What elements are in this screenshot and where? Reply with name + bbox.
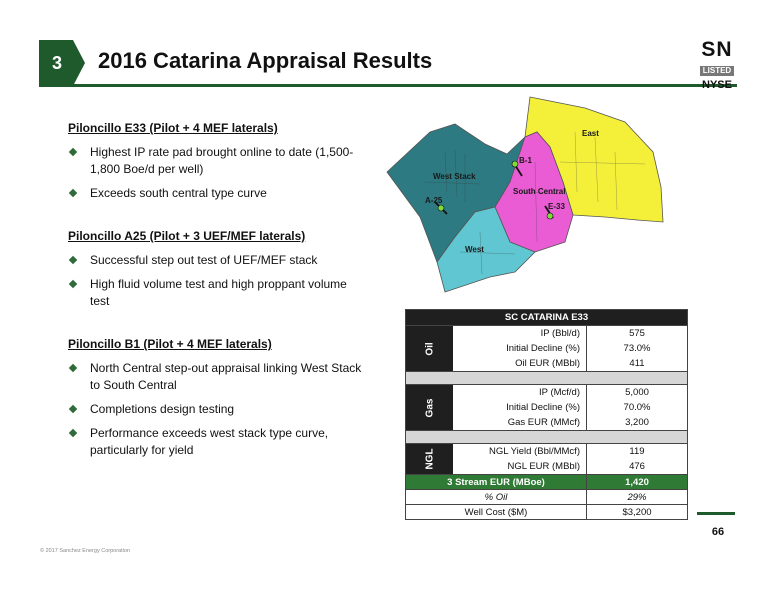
table-spacer [406,430,687,443]
bullet-text: Completions design testing [90,402,235,416]
table-row: Initial Decline (%) 73.0% [453,341,687,356]
table-row: Gas EUR (MMcf) 3,200 [453,415,687,430]
bullet-content [68,121,368,486]
footer-rule [697,512,735,515]
label-well-e33: E-33 [548,202,565,211]
ngl-side-label: NGL [406,444,453,474]
bullet-text: North Central step-out appraisal linking West Stack to South Central [90,361,362,392]
e33-results-table [405,309,688,520]
bullet-text: Performance exceeds west stack type curve, particularly for yield [90,426,329,457]
gas-side-label: Gas [406,385,453,430]
well-cost-row: Well Cost ($M) $3,200 [406,504,687,519]
diamond-bullet-icon [69,429,77,437]
bullet-list [68,360,368,459]
diamond-bullet-icon [69,148,77,156]
section-a25 [68,229,368,310]
label-west: West [465,245,484,254]
label-west-stack: West Stack [433,172,476,181]
diamond-bullet-icon [69,189,77,197]
nyse-logo [694,40,740,91]
section-badge [39,40,85,86]
bullet-item [68,425,368,459]
diamond-bullet-icon [69,256,77,264]
bullet-item [68,185,368,202]
section-title: Piloncillo A25 (Pilot + 3 UEF/MEF laterals) [68,229,306,243]
bullet-item [68,276,368,310]
label-south-central: South Central [513,187,566,196]
bullet-text: Highest IP rate pad brought online to date (1,500-1,800 Boe/d per well) [90,145,354,176]
bullet-text: High fluid volume test and high proppant volume test [90,277,347,308]
section-title: Piloncillo E33 (Pilot + 4 MEF laterals) [68,121,278,135]
ngl-group [406,443,687,474]
label-east: East [582,129,599,138]
oil-percent-row: % Oil 29% [406,489,687,504]
oil-side-label: Oil [406,326,453,371]
table-row: NGL Yield (Bbl/MMcf) 119 [453,444,687,459]
well-e33-marker [547,213,553,219]
logo-exchange: NYSE [702,79,732,91]
section-number: 3 [51,53,62,73]
header-rule [39,84,737,87]
label-well-a25: A-25 [425,196,443,205]
acreage-map [385,92,667,300]
table-row: IP (Bbl/d) 575 [453,326,687,341]
label-well-b1: B-1 [519,156,532,165]
table-row: NGL EUR (MBbl) 476 [453,459,687,474]
bullet-text: Successful step out test of UEF/MEF stack [90,253,318,267]
section-title: Piloncillo B1 (Pilot + 4 MEF laterals) [68,337,272,351]
bullet-text: Exceeds south central type curve [90,186,267,200]
section-e33 [68,121,368,202]
diamond-bullet-icon [69,405,77,413]
bullet-list [68,252,368,310]
acreage-map-graphic [385,92,667,300]
table-spacer [406,371,687,384]
page-title: 2016 Catarina Appraisal Results [98,48,433,73]
bullet-item [68,360,368,394]
logo-listed: LISTED [700,66,734,76]
bullet-list [68,144,368,202]
table-title: SC CATARINA E33 [406,310,687,325]
table-row: IP (Mcf/d) 5,000 [453,385,687,400]
bullet-item [68,144,368,178]
well-a25-marker [438,205,444,211]
table-row: Initial Decline (%) 70.0% [453,400,687,415]
copyright-text: © 2017 Sanchez Energy Corporation [40,548,130,554]
diamond-bullet-icon [69,280,77,288]
table-row: Oil EUR (MBbl) 411 [453,356,687,371]
bullet-item [68,252,368,269]
section-b1 [68,337,368,459]
diamond-bullet-icon [69,364,77,372]
page-number: 66 [711,526,725,538]
oil-group [406,325,687,371]
well-b1-marker [512,161,518,167]
bullet-item [68,401,368,418]
total-eur-row: 3 Stream EUR (MBoe) 1,420 [406,474,687,489]
logo-ticker: SN [701,38,733,61]
gas-group [406,384,687,430]
